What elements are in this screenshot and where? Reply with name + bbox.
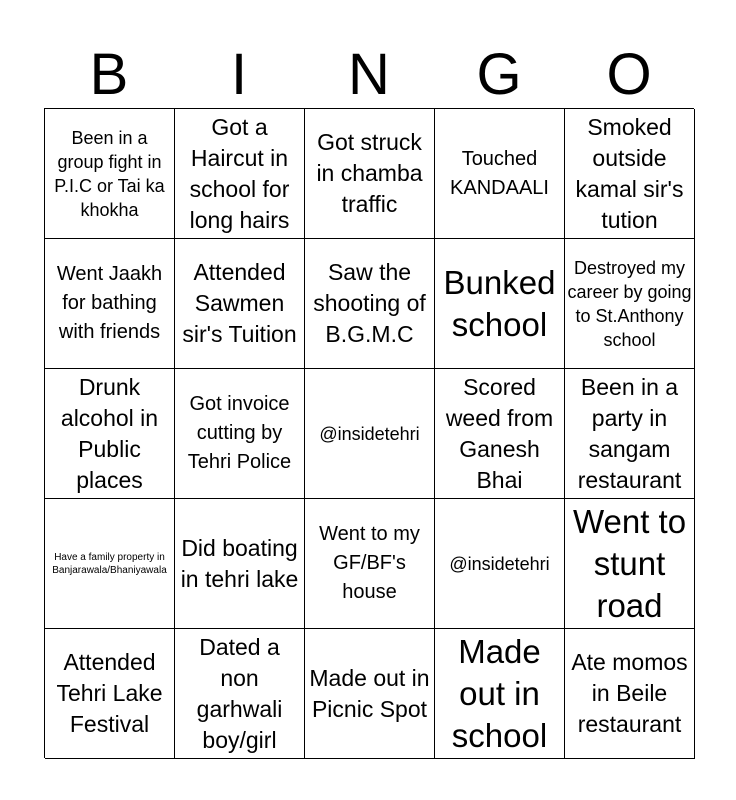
cell-text: Drunk alcohol in Public places [60,373,159,493]
bingo-cell[interactable] [435,239,565,369]
bingo-cell[interactable] [305,629,435,759]
bingo-cell[interactable] [565,499,695,629]
cell-text: Went to stunt road [572,502,687,624]
cell-text: Scored weed from Ganesh Bhai [445,373,554,493]
bingo-cell[interactable] [565,629,695,759]
bingo-cell[interactable] [175,109,305,239]
bingo-cell[interactable] [305,109,435,239]
cell-text: Bunked school [443,263,556,343]
cell-text: Ate momos in Beile restaurant [571,649,688,737]
cell-text: Have a family property in Banjarawala/Bhaniyawala [52,551,167,576]
cell-text: Been in a party in sangam restaurant [577,373,682,493]
cell-text: Went Jaakh for bathing with friends [56,263,163,343]
cell-text: @insidetehri [319,423,420,444]
cell-text: Made out in school [451,632,548,754]
bingo-cell[interactable] [175,369,305,499]
bingo-cell[interactable] [305,239,435,369]
bingo-cell[interactable] [435,109,565,239]
bingo-cell[interactable] [45,499,175,629]
cell-text: Made out in Picnic Spot [309,664,430,722]
cell-text: Dated a non garhwali boy/girl [196,633,283,753]
cell-text: Smoked outside kamal sir's tution [575,113,684,233]
bingo-header [44,40,694,110]
bingo-cell[interactable] [565,239,695,369]
cell-text: Attended Sawmen sir's Tuition [182,259,297,347]
cell-text: Went to my GF/BF's house [319,523,420,603]
cell-text: Saw the shooting of B.G.M.C [313,259,426,347]
bingo-grid [44,108,694,758]
bingo-cell[interactable] [565,369,695,499]
header-letter-o: O [606,42,652,107]
bingo-cell[interactable] [45,629,175,759]
cell-text: Got struck in chamba traffic [316,129,423,217]
bingo-cell[interactable] [435,369,565,499]
bingo-cell[interactable] [45,109,175,239]
bingo-cell[interactable] [305,499,435,629]
cell-text: Been in a group fight in P.I.C or Tai ka khokha [54,127,165,220]
header-letter-g: G [476,42,522,107]
cell-text: Got invoice cutting by Tehri Police [187,393,292,473]
bingo-cell[interactable] [565,109,695,239]
cell-text: Destroyed my career by going to St.Anthony school [567,257,692,350]
bingo-cell[interactable] [175,239,305,369]
bingo-cell[interactable] [435,499,565,629]
free-space-cell[interactable] [305,369,435,499]
bingo-cell[interactable] [175,499,305,629]
cell-text: Attended Tehri Lake Festival [56,649,163,737]
cell-text: Did boating in tehri lake [180,534,299,592]
bingo-cell[interactable] [435,629,565,759]
bingo-cell[interactable] [175,629,305,759]
header-letter-b: B [89,42,129,107]
bingo-cell[interactable] [45,369,175,499]
bingo-cell[interactable] [45,239,175,369]
cell-text: Touched KANDAALI [450,147,549,199]
header-letter-n: N [348,42,390,107]
header-letter-i: I [230,42,248,107]
cell-text: Got a Haircut in school for long hairs [189,113,290,233]
cell-text: @insidetehri [449,553,550,574]
